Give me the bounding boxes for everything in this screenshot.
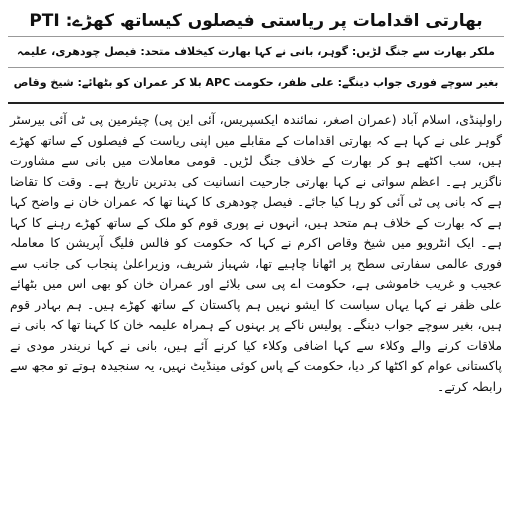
sub-headline: ملکر بھارت سے جنگ لڑیں: گوہر، بانی نے کہا بھارت کیخلاف متحد: فیصل چودھری، علیمہ — [8, 36, 504, 67]
news-clipping — [8, 6, 504, 506]
tertiary-headline: بغیر سوچے فوری جواب دینگے: علی ظفر، حکومت APC بلا کر عمران کو بٹھائے: شیخ وقاص — [8, 67, 504, 98]
article-body — [8, 110, 504, 397]
article-body-paragraph: راولپنڈی، اسلام آباد (عمران اصغر، نمائندہ ایکسپریس، آئی این پی) چیئرمین پی ٹی آئی بیرسٹر گوہر علی نے کہا ہے کہ بھارتی اقدامات کے مقابلے میں اپنی ریاست کے فیصلوں کے ساتھ کھڑے ہیں، سب اکٹھے ہو کر بھارت کے خلاف جنگ لڑیں۔ قومی معاملات میں بانی سے مشاورت ناگزیر ہے۔ اعظم سواتی نے کہا بھارتی جارحیت انسانیت کی بدترین تاریخ ہے۔ وقت کا تقاضا ہے کہ بانی پی ٹی آئی کو رہا کیا جائے۔ فیصل چودھری کا کہنا تھا کہ عمران خان نے واضح کہا ہے کہ بھارت کے خلاف ہم متحد ہیں، انہوں نے پوری قوم کو ملک کے ساتھ کھڑے رہنے کا کہا ہے۔ ایک انٹرویو میں شیخ وقاص اکرم نے کہا کہ حکومت کو فالس فلیگ آپریشن کا معاملہ فوری عالمی سفارتی سطح پر اٹھانا چاہیے تھا، شہباز شریف، وزیراعلیٰ پنجاب کی جانب سے عجیب و غریب خاموشی ہے، حکومت اے پی سی بلائے اور عمران خان کو بھی اس میں بٹھائے علی ظفر نے کہا یہاں سیاست کا ایشو نہیں ہم پاکستان کے ساتھ کھڑے ہیں۔ ہم بہادر قوم ہیں، بغیر سوچے جواب دینگے۔ پولیس ناکے پر بہنوں کے ہمراہ علیمہ خان کا کہنا تھا کہ بانی نے ملاقات کرنے والے وکلاء سے کہا اضافی وکلاء کیا کرنے آئے ہیں، بانی نے کہا نریندر مودی نے پاکستانی عوام کو اکٹھا کر دیا، حکومت کے پاس کوئی مینڈیٹ نہیں، یہ سنجیدہ ہوتے تو مجھ سے رابطہ کرتے۔ — [10, 112, 502, 394]
main-headline: بھارتی اقدامات پر ریاستی فیصلوں کیساتھ کھڑے: PTI — [29, 11, 483, 31]
headline-block — [8, 6, 504, 104]
